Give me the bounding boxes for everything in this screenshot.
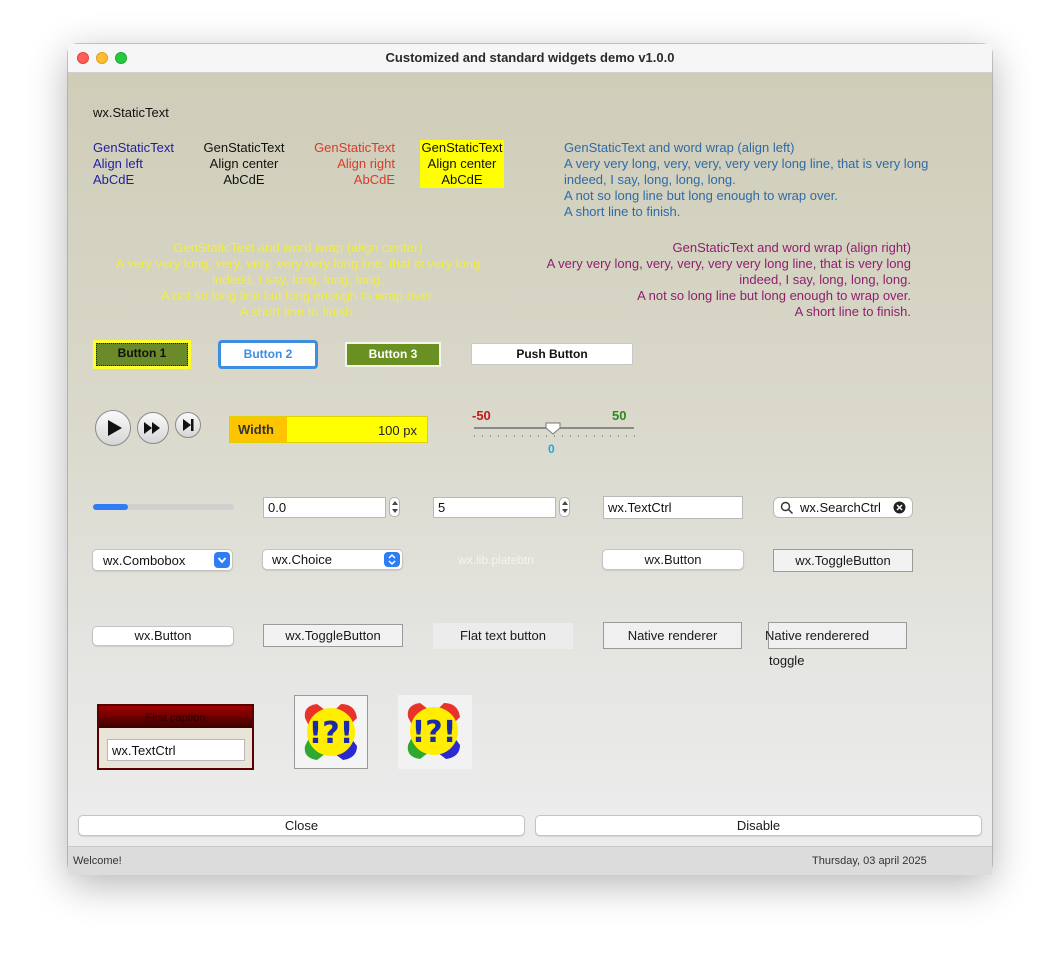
width-bar-value: 100 px: [377, 423, 417, 438]
search-ctrl-value: wx.SearchCtrl: [800, 500, 881, 515]
int-spin-field[interactable]: 5: [433, 497, 556, 518]
gen-column-right: [304, 140, 395, 188]
search-ctrl[interactable]: [773, 497, 913, 518]
push-button[interactable]: Push Button: [471, 343, 633, 365]
button-1-label: Button 1: [96, 343, 188, 366]
choice[interactable]: [262, 549, 403, 570]
progress-bar: [93, 504, 234, 510]
wrap-line: indeed, I say, long, long, long.: [739, 272, 911, 287]
slider-thumb[interactable]: [545, 422, 561, 436]
gen-sample: AbCdE: [353, 172, 395, 187]
native-renderer-button[interactable]: Native renderer: [603, 622, 742, 649]
wrap-line: A not so long line but long enough to wrap over.: [161, 288, 435, 303]
wrap-line: A not so long line but long enough to wrap over.: [564, 188, 838, 203]
bottom-button-bar: [68, 806, 992, 846]
wrap-line: GenStaticText and word wrap (align center): [173, 240, 423, 255]
wrap-line: A short line to finish.: [564, 204, 681, 219]
slider-min-label: -50: [472, 408, 491, 423]
combobox[interactable]: [92, 549, 233, 571]
combobox-value: wx.Combobox: [103, 553, 186, 568]
play-icon: [96, 411, 130, 445]
progress-fill: [93, 504, 128, 510]
gen-column-center: [198, 140, 290, 188]
clear-icon[interactable]: [893, 501, 906, 514]
gen-sample: AbCdE: [441, 172, 483, 187]
wrap-right-text: [508, 240, 911, 320]
button-1[interactable]: [93, 340, 191, 369]
static-text: wx.StaticText: [93, 105, 169, 120]
svg-text:!?!: !?!: [308, 716, 354, 751]
fast-forward-icon: [138, 413, 168, 443]
button-3[interactable]: [343, 340, 443, 369]
svg-text:!?!: !?!: [411, 715, 457, 750]
button-3-label: Button 3: [347, 344, 439, 365]
question-exclamation-icon: [295, 696, 367, 768]
float-spin-field[interactable]: 0.0: [263, 497, 386, 518]
wrap-line: A very very long, very, very, very very long line, that is very long: [564, 156, 929, 171]
wrap-line: A short line to finish.: [239, 304, 357, 319]
text-ctrl[interactable]: wx.TextCtrl: [603, 496, 743, 519]
gen-name: GenStaticText: [314, 140, 395, 155]
caption-panel-text-ctrl[interactable]: wx.TextCtrl: [107, 739, 245, 761]
width-bar-label: Width: [238, 422, 274, 437]
gen-sample: AbCdE: [223, 172, 265, 187]
status-bar: [68, 846, 992, 875]
gen-column-left: [93, 140, 183, 188]
gen-column-highlight: [420, 140, 504, 188]
flat-text-button[interactable]: Flat text button: [433, 623, 573, 649]
fast-forward-button[interactable]: [137, 412, 169, 444]
chevron-down-icon: [214, 552, 230, 568]
gen-align: Align left: [93, 156, 143, 171]
main-window: [68, 44, 992, 874]
gen-name: GenStaticText: [421, 140, 503, 155]
disable-button[interactable]: Disable: [535, 815, 982, 836]
up-down-chevron-icon: [384, 552, 400, 567]
wrap-line: GenStaticText and word wrap (align left): [564, 140, 795, 155]
combobox-dropdown-button[interactable]: [214, 552, 230, 568]
wrap-line: indeed, I say, long, long, long.: [564, 172, 736, 187]
status-text-left: Welcome!: [73, 855, 122, 867]
search-icon: [780, 501, 794, 515]
wx-toggle-button[interactable]: wx.ToggleButton: [773, 549, 913, 572]
button-2[interactable]: Button 2: [218, 340, 318, 369]
caption-panel-title[interactable]: First caption: [99, 706, 252, 728]
window-title: Customized and standard widgets demo v1.0.0: [385, 50, 675, 65]
wrap-line: A short line to finish.: [794, 304, 911, 319]
int-spin-stepper[interactable]: [559, 497, 570, 517]
row4-toggle-button[interactable]: wx.ToggleButton: [263, 624, 403, 647]
wrap-line: GenStaticText and word wrap (align right): [672, 240, 911, 255]
title-bar: [68, 44, 992, 73]
skip-next-button[interactable]: [175, 412, 201, 438]
gen-align: Align center: [427, 156, 497, 171]
bitmap-button[interactable]: [398, 695, 472, 769]
slider-max-label: 50: [612, 408, 627, 423]
close-button[interactable]: Close: [78, 815, 525, 836]
wx-button[interactable]: wx.Button: [602, 549, 744, 570]
choice-value: wx.Choice: [272, 552, 332, 567]
native-toggle-button[interactable]: Native renderered toggle: [768, 622, 907, 649]
wrap-left-text: [564, 140, 928, 220]
float-spin-stepper[interactable]: [389, 497, 400, 517]
gen-name: GenStaticText: [203, 140, 285, 155]
width-bar[interactable]: [229, 416, 428, 443]
choice-dropdown-button[interactable]: [384, 552, 400, 567]
gen-align: Align center: [209, 156, 279, 171]
plate-button[interactable]: wx.lib.platebtn: [458, 553, 535, 567]
caption-panel: [97, 704, 254, 770]
slider-value-label: 0: [548, 442, 555, 456]
status-text-right: Thursday, 03 april 2025: [812, 855, 927, 867]
play-button[interactable]: [95, 410, 131, 446]
question-exclamation-icon: [398, 695, 470, 767]
client-area: [68, 73, 992, 806]
skip-next-icon: [176, 413, 200, 437]
wrap-line: indeed, I say, long, long, long.: [212, 272, 384, 287]
wrap-line: A very very long, very, very, very very long line, that is very long: [546, 256, 911, 271]
gen-name: GenStaticText: [93, 140, 174, 155]
gen-sample: AbCdE: [93, 172, 135, 187]
wrap-line: A very very long, very, very, very very long line, that is very long: [115, 256, 481, 271]
wrap-center-text: [88, 240, 508, 320]
row4-wx-button[interactable]: wx.Button: [92, 626, 234, 646]
wrap-line: A not so long line but long enough to wrap over.: [637, 288, 911, 303]
bitmap-toggle-button[interactable]: [294, 695, 368, 769]
gen-align: Align right: [337, 156, 395, 171]
